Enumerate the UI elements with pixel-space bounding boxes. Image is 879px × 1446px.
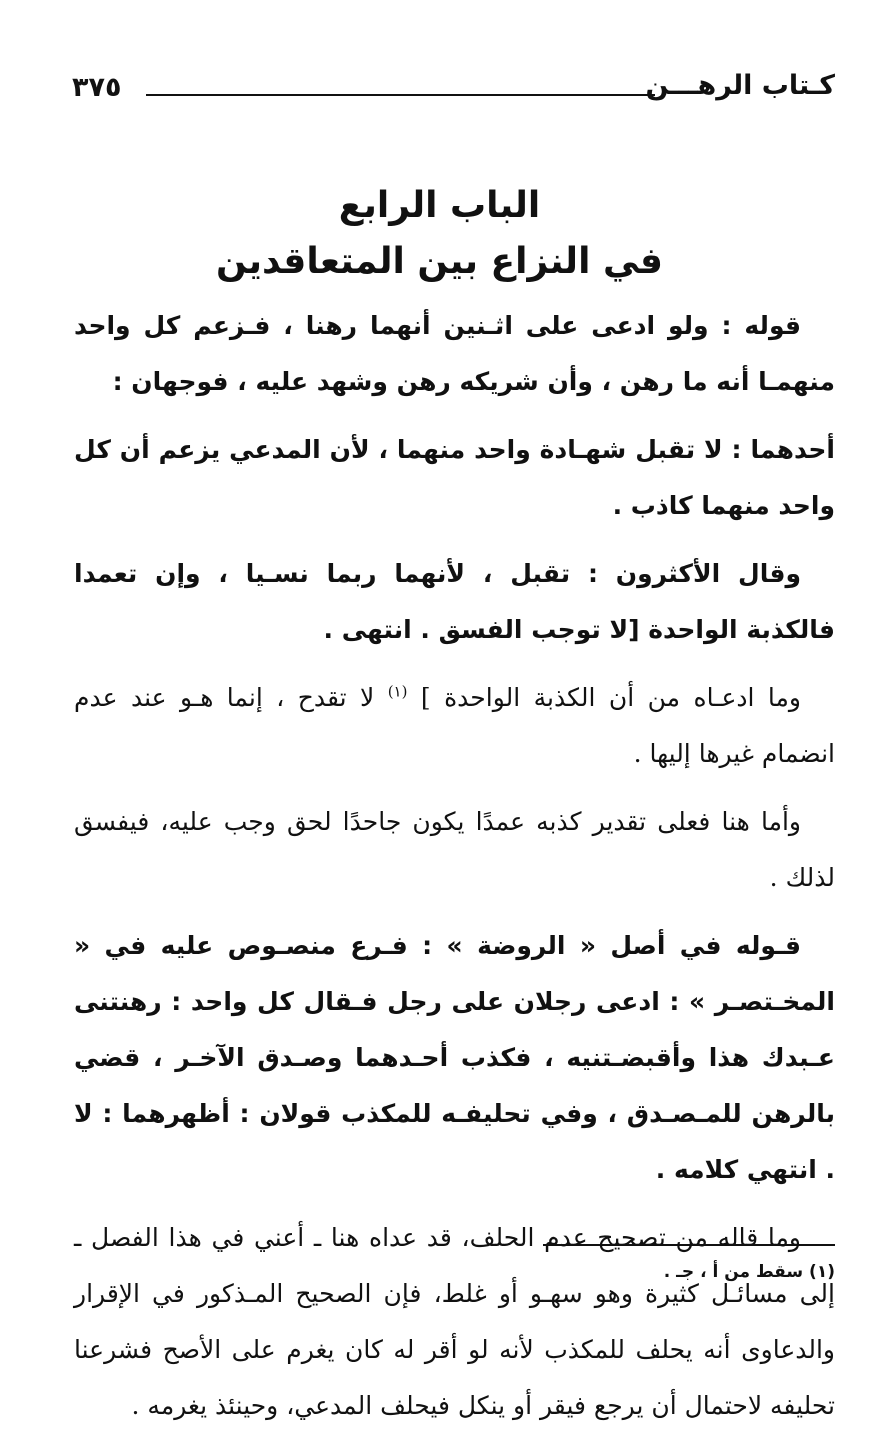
footnote-marker: (١)	[387, 682, 408, 701]
paragraph-rawda-quote: قـوله في أصل « الروضة » : فـرع منصـوص عليه في « المخـتصـر » : ادعى رجلان على رجل فـقال كل واحد : رهنتنى عـبدك هذا وأقبضـتنيه ، فكذب أحـدهما وصـدق الآخـر ، قضي بالرهن للمـصـدق ، وفي تحليفـه للمكذب قولان : أظهرهما : لا . انتهي كلامه .	[74, 931, 835, 1184]
footnote: (١) سقط من أ ، جـ .	[663, 1262, 835, 1282]
chapter-title: الباب الرابع	[338, 185, 541, 226]
header-rule	[146, 94, 655, 96]
paragraph-commentary: وما قاله من تصحيح عدم الحلف، قد عداه هنا ـ أعني في هذا الفصل ـ إلى مسائـل كثيرة وهو سهـو أو غلط، فإن الصحيح المـذكور في الإقرار والدعاوى أنه يحلف للمكذب لأنه لو أقر له كان يغرم على الأصح فشرعنا تحليفه لاحتمال أن يرجع فيقر أو ينكل فيحلف المدعي، وحينئذ يغرمه .	[74, 1223, 835, 1420]
paragraph-footnoted	[74, 670, 835, 782]
paragraph-first-view: أحدهما : لا تقبل شهـادة واحد منهما ، لأن المدعي يزعم أن كل واحد منهما كاذب .	[74, 435, 835, 520]
footnoted-text-after: لا تقدح ، إنما هـو عند عدم انضمام غيرها إليها .	[74, 683, 835, 768]
chapter-subtitle: في النزاع بين المتعاقدين	[216, 241, 663, 282]
paragraph-deliberate-lie: وأما هنا فعلى تقدير كذبه عمدًا يكون جاحدًا لحق وجب عليه، فيفسق لذلك .	[74, 807, 835, 892]
footnote-rule	[543, 1244, 835, 1246]
page-number: ٣٧٥	[72, 72, 122, 103]
running-header	[72, 70, 835, 110]
chapter-heading	[0, 178, 879, 290]
paragraph-claim: قوله : ولو ادعى على اثـنين أنهما رهنا ، فـزعم كل واحد منهمـا أنه ما رهن ، وأن شريكه رهن وشهد عليه ، فوجهان :	[74, 311, 835, 396]
footnoted-text-before: وما ادعـاه من أن الكذبة الواحدة ]	[420, 683, 802, 712]
book-title: كـتاب الرهـــن	[645, 70, 835, 101]
paragraph-majority-view: وقال الأكثرون : تقبل ، لأنهما ربما نسـيا ، وإن تعمدا فالكذبة الواحدة [لا توجب الفسق . انتهى .	[74, 559, 835, 644]
